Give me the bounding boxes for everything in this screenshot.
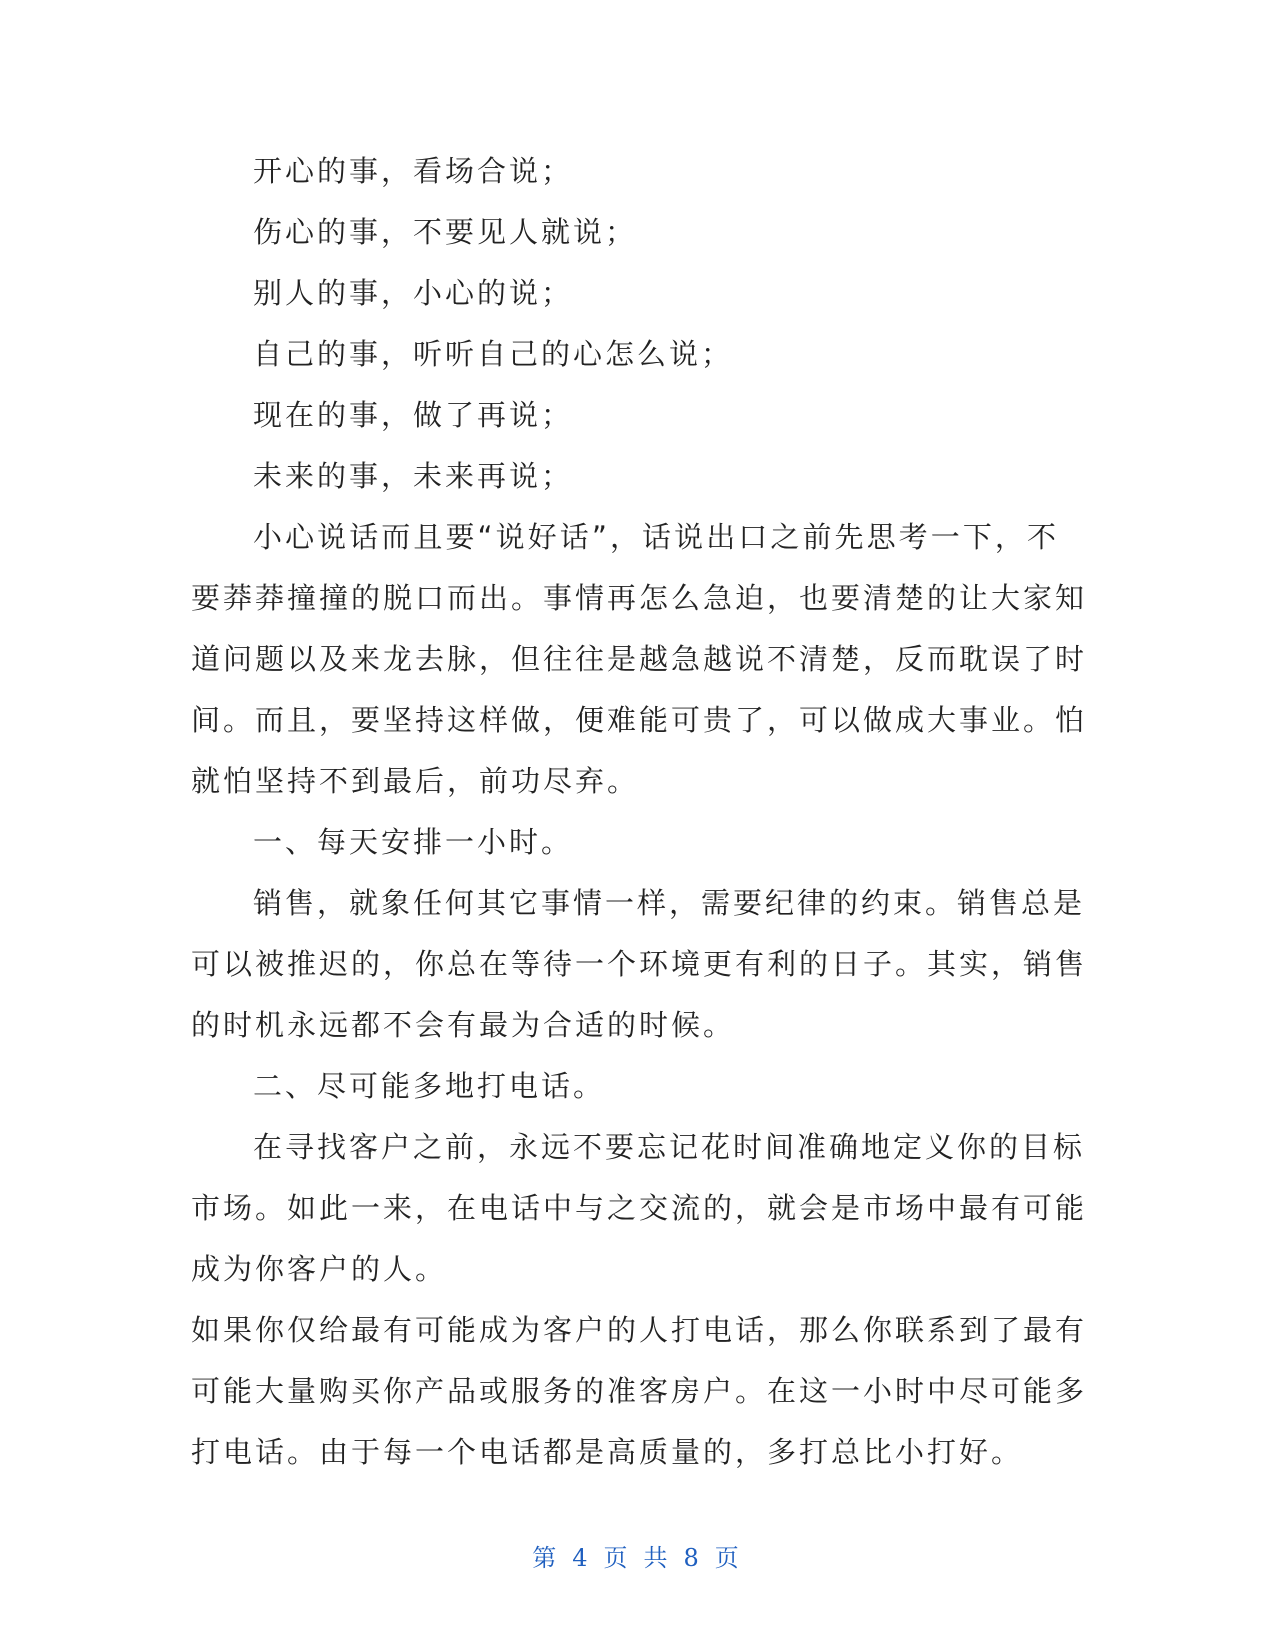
text-line: 未来的事，未来再说； bbox=[253, 459, 574, 493]
text-line: 别人的事，小心的说； bbox=[253, 276, 574, 310]
text-line: 销售，就象任何其它事情一样，需要纪律的约束。销售总是 bbox=[253, 886, 1086, 920]
section-heading: 一、每天安排一小时。 bbox=[253, 825, 574, 859]
footer-prefix: 第 bbox=[532, 1544, 561, 1572]
text-line: 市场。如此一来，在电话中与之交流的，就会是市场中最有可能 bbox=[191, 1191, 1088, 1225]
body-text bbox=[191, 141, 1088, 1483]
text-line: 在寻找客户之前，永远不要忘记花时间准确地定义你的目标 bbox=[253, 1130, 1086, 1164]
total-page-number: 8 bbox=[683, 1544, 703, 1572]
text-line: 的时机永远都不会有最为合适的时候。 bbox=[191, 1008, 736, 1042]
text-line: 开心的事，看场合说； bbox=[253, 154, 574, 188]
text-line: 要莽莽撞撞的脱口而出。事情再怎么急迫，也要清楚的让大家知 bbox=[191, 581, 1088, 615]
section-heading: 二、尽可能多地打电话。 bbox=[253, 1069, 606, 1103]
text-line: 小心说话而且要“说好话”，话说出口之前先思考一下，不 bbox=[253, 520, 1059, 554]
text-line: 就怕坚持不到最后，前功尽弃。 bbox=[191, 764, 640, 798]
footer-page-word: 页 bbox=[603, 1544, 632, 1572]
text-line: 打电话。由于每一个电话都是高质量的，多打总比小打好。 bbox=[191, 1435, 1024, 1469]
page-footer bbox=[0, 1538, 1275, 1573]
text-line: 如果你仅给最有可能成为客户的人打电话，那么你联系到了最有 bbox=[191, 1313, 1088, 1347]
text-line: 可以被推迟的，你总在等待一个环境更有利的日子。其实，销售 bbox=[191, 947, 1088, 981]
current-page-number: 4 bbox=[572, 1544, 592, 1572]
text-line: 自己的事，听听自己的心怎么说； bbox=[253, 337, 734, 371]
footer-suffix: 页 bbox=[714, 1544, 743, 1572]
text-line: 道问题以及来龙去脉，但往往是越急越说不清楚，反而耽误了时 bbox=[191, 642, 1088, 676]
text-line: 伤心的事，不要见人就说； bbox=[253, 215, 638, 249]
footer-total-word: 共 bbox=[643, 1544, 672, 1572]
text-line: 现在的事，做了再说； bbox=[253, 398, 574, 432]
text-line: 可能大量购买你产品或服务的准客房户。在这一小时中尽可能多 bbox=[191, 1374, 1088, 1408]
text-line: 间。而且，要坚持这样做，便难能可贵了，可以做成大事业。怕 bbox=[191, 703, 1088, 737]
text-line: 成为你客户的人。 bbox=[191, 1252, 448, 1286]
